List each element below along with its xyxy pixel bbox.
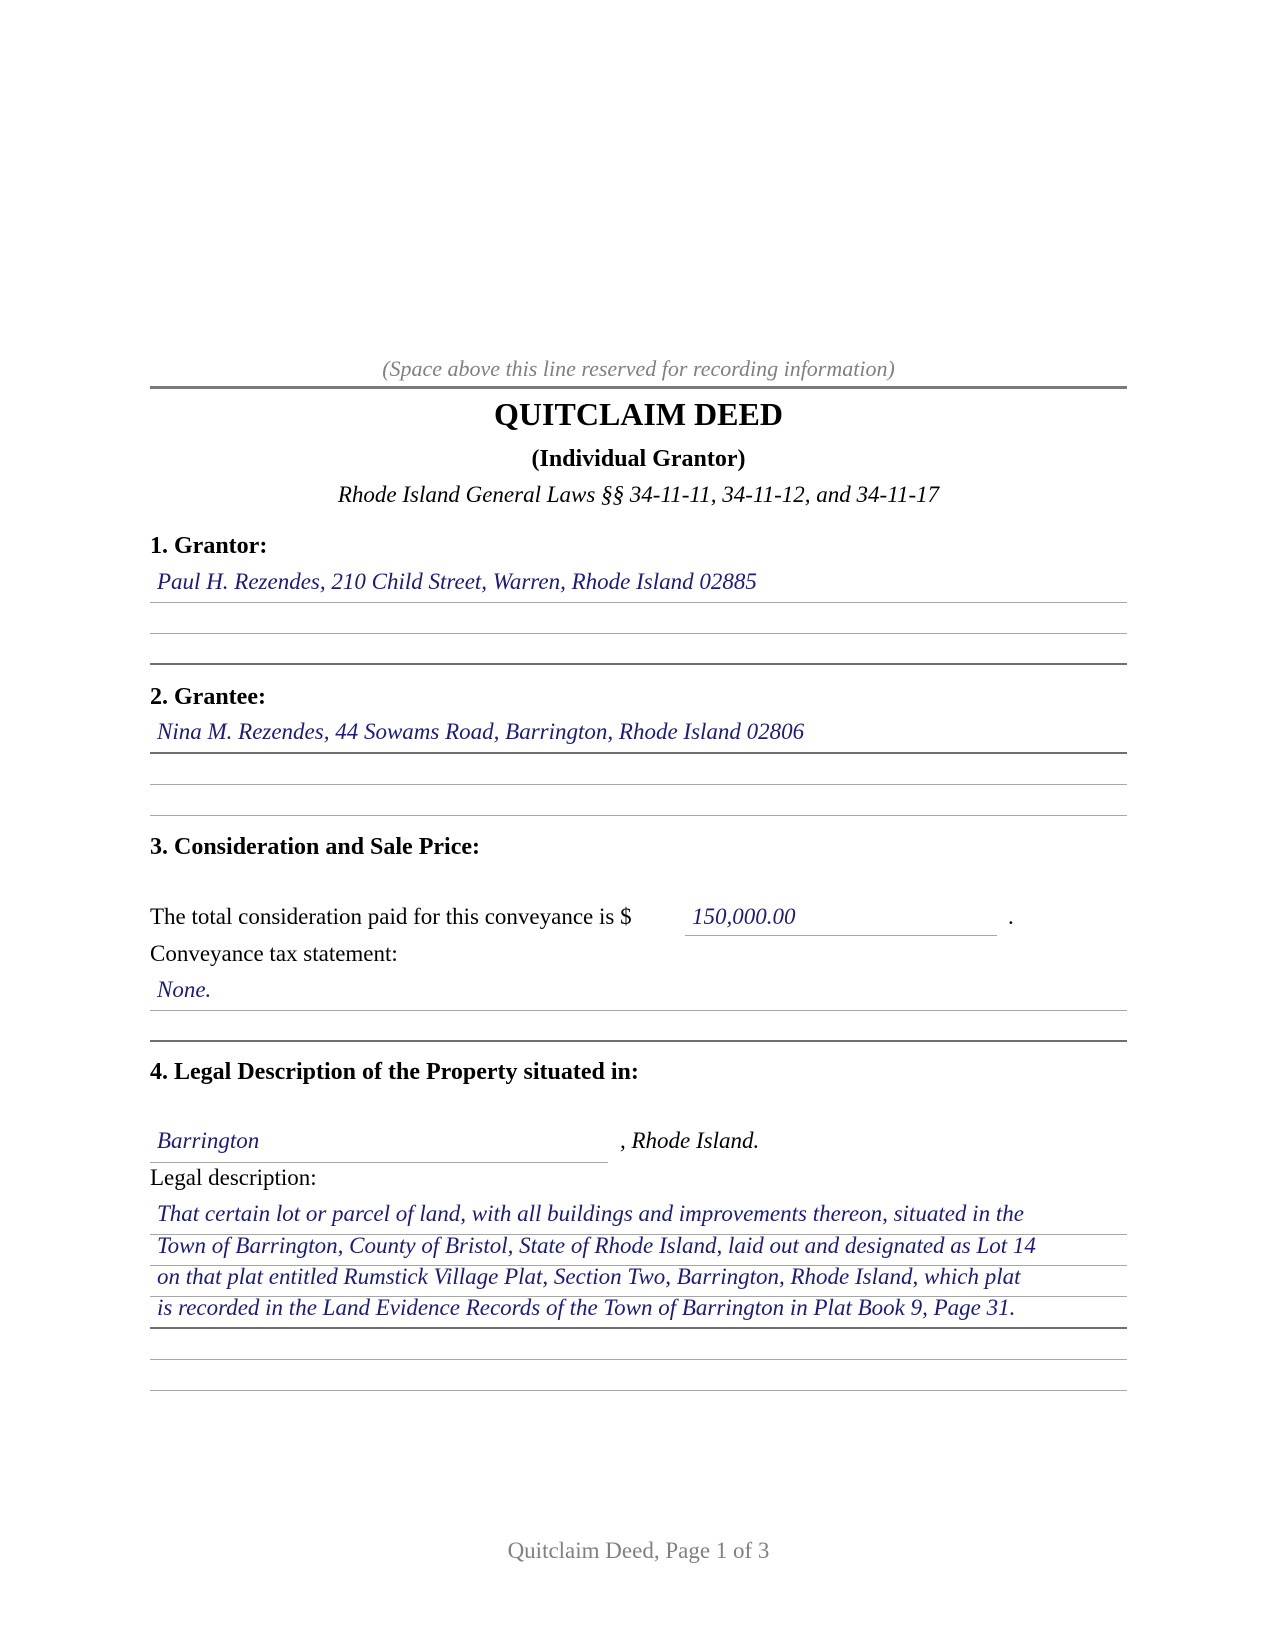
consideration-period: . bbox=[1008, 904, 1014, 929]
state-suffix: , Rhode Island. bbox=[620, 1128, 760, 1153]
grantor-line-2 bbox=[150, 633, 1127, 634]
tax-statement-line-1 bbox=[150, 1010, 1127, 1011]
grantee-heading: 2. Grantee: bbox=[150, 684, 266, 710]
recording-divider bbox=[150, 386, 1127, 389]
legal-description-line[interactable]: Town of Barrington, County of Bristol, State of Rhode Island, laid out and designated as Lot 14 bbox=[157, 1233, 1036, 1258]
document-title: QUITCLAIM DEED bbox=[494, 396, 783, 432]
consideration-amount-line bbox=[685, 935, 997, 936]
grantor-line-3 bbox=[150, 663, 1127, 665]
grantor-field[interactable]: Paul H. Rezendes, 210 Child Street, Warren, Rhode Island 02885 bbox=[157, 569, 757, 594]
legal-description-line[interactable]: That certain lot or parcel of land, with all buildings and improvements thereon, situated in the bbox=[157, 1201, 1024, 1226]
legal-rule-5 bbox=[150, 1359, 1127, 1360]
legal-rule-4 bbox=[150, 1327, 1127, 1329]
grantee-line-1 bbox=[150, 752, 1127, 754]
legal-description-line[interactable]: is recorded in the Land Evidence Records of the Town of Barrington in Plat Book 9, Page 31. bbox=[157, 1295, 1016, 1320]
grantee-line-3 bbox=[150, 815, 1127, 816]
page-footer: Quitclaim Deed, Page 1 of 3 bbox=[507, 1538, 770, 1563]
statute-citation: Rhode Island General Laws §§ 34-11-11, 34-11-12, and 34-11-17 bbox=[337, 482, 940, 507]
grantor-line-1 bbox=[150, 602, 1127, 603]
consideration-heading: 3. Consideration and Sale Price: bbox=[150, 834, 480, 860]
legal-rule-6 bbox=[150, 1390, 1127, 1391]
legal-description-line[interactable]: on that plat entitled Rumstick Village Plat, Section Two, Barrington, Rhode Island, which plat bbox=[157, 1264, 1021, 1289]
consideration-lead-text: The total consideration paid for this conveyance is $ bbox=[150, 904, 632, 929]
tax-statement-label: Conveyance tax statement: bbox=[150, 941, 398, 966]
town-line bbox=[150, 1162, 608, 1163]
grantor-heading: 1. Grantor: bbox=[150, 533, 268, 559]
tax-statement-line-2 bbox=[150, 1040, 1127, 1042]
grantee-line-2 bbox=[150, 784, 1127, 785]
consideration-amount-field[interactable]: 150,000.00 bbox=[692, 904, 796, 929]
grantee-field[interactable]: Nina M. Rezendes, 44 Sowams Road, Barrington, Rhode Island 02806 bbox=[157, 719, 805, 744]
document-subtitle: (Individual Grantor) bbox=[531, 446, 746, 472]
legal-description-label: Legal description: bbox=[150, 1165, 317, 1190]
tax-statement-field[interactable]: None. bbox=[157, 977, 212, 1002]
recording-space-note: (Space above this line reserved for recording information) bbox=[382, 356, 895, 381]
legal-description-heading: 4. Legal Description of the Property situated in: bbox=[150, 1059, 639, 1085]
town-field[interactable]: Barrington bbox=[157, 1128, 260, 1153]
